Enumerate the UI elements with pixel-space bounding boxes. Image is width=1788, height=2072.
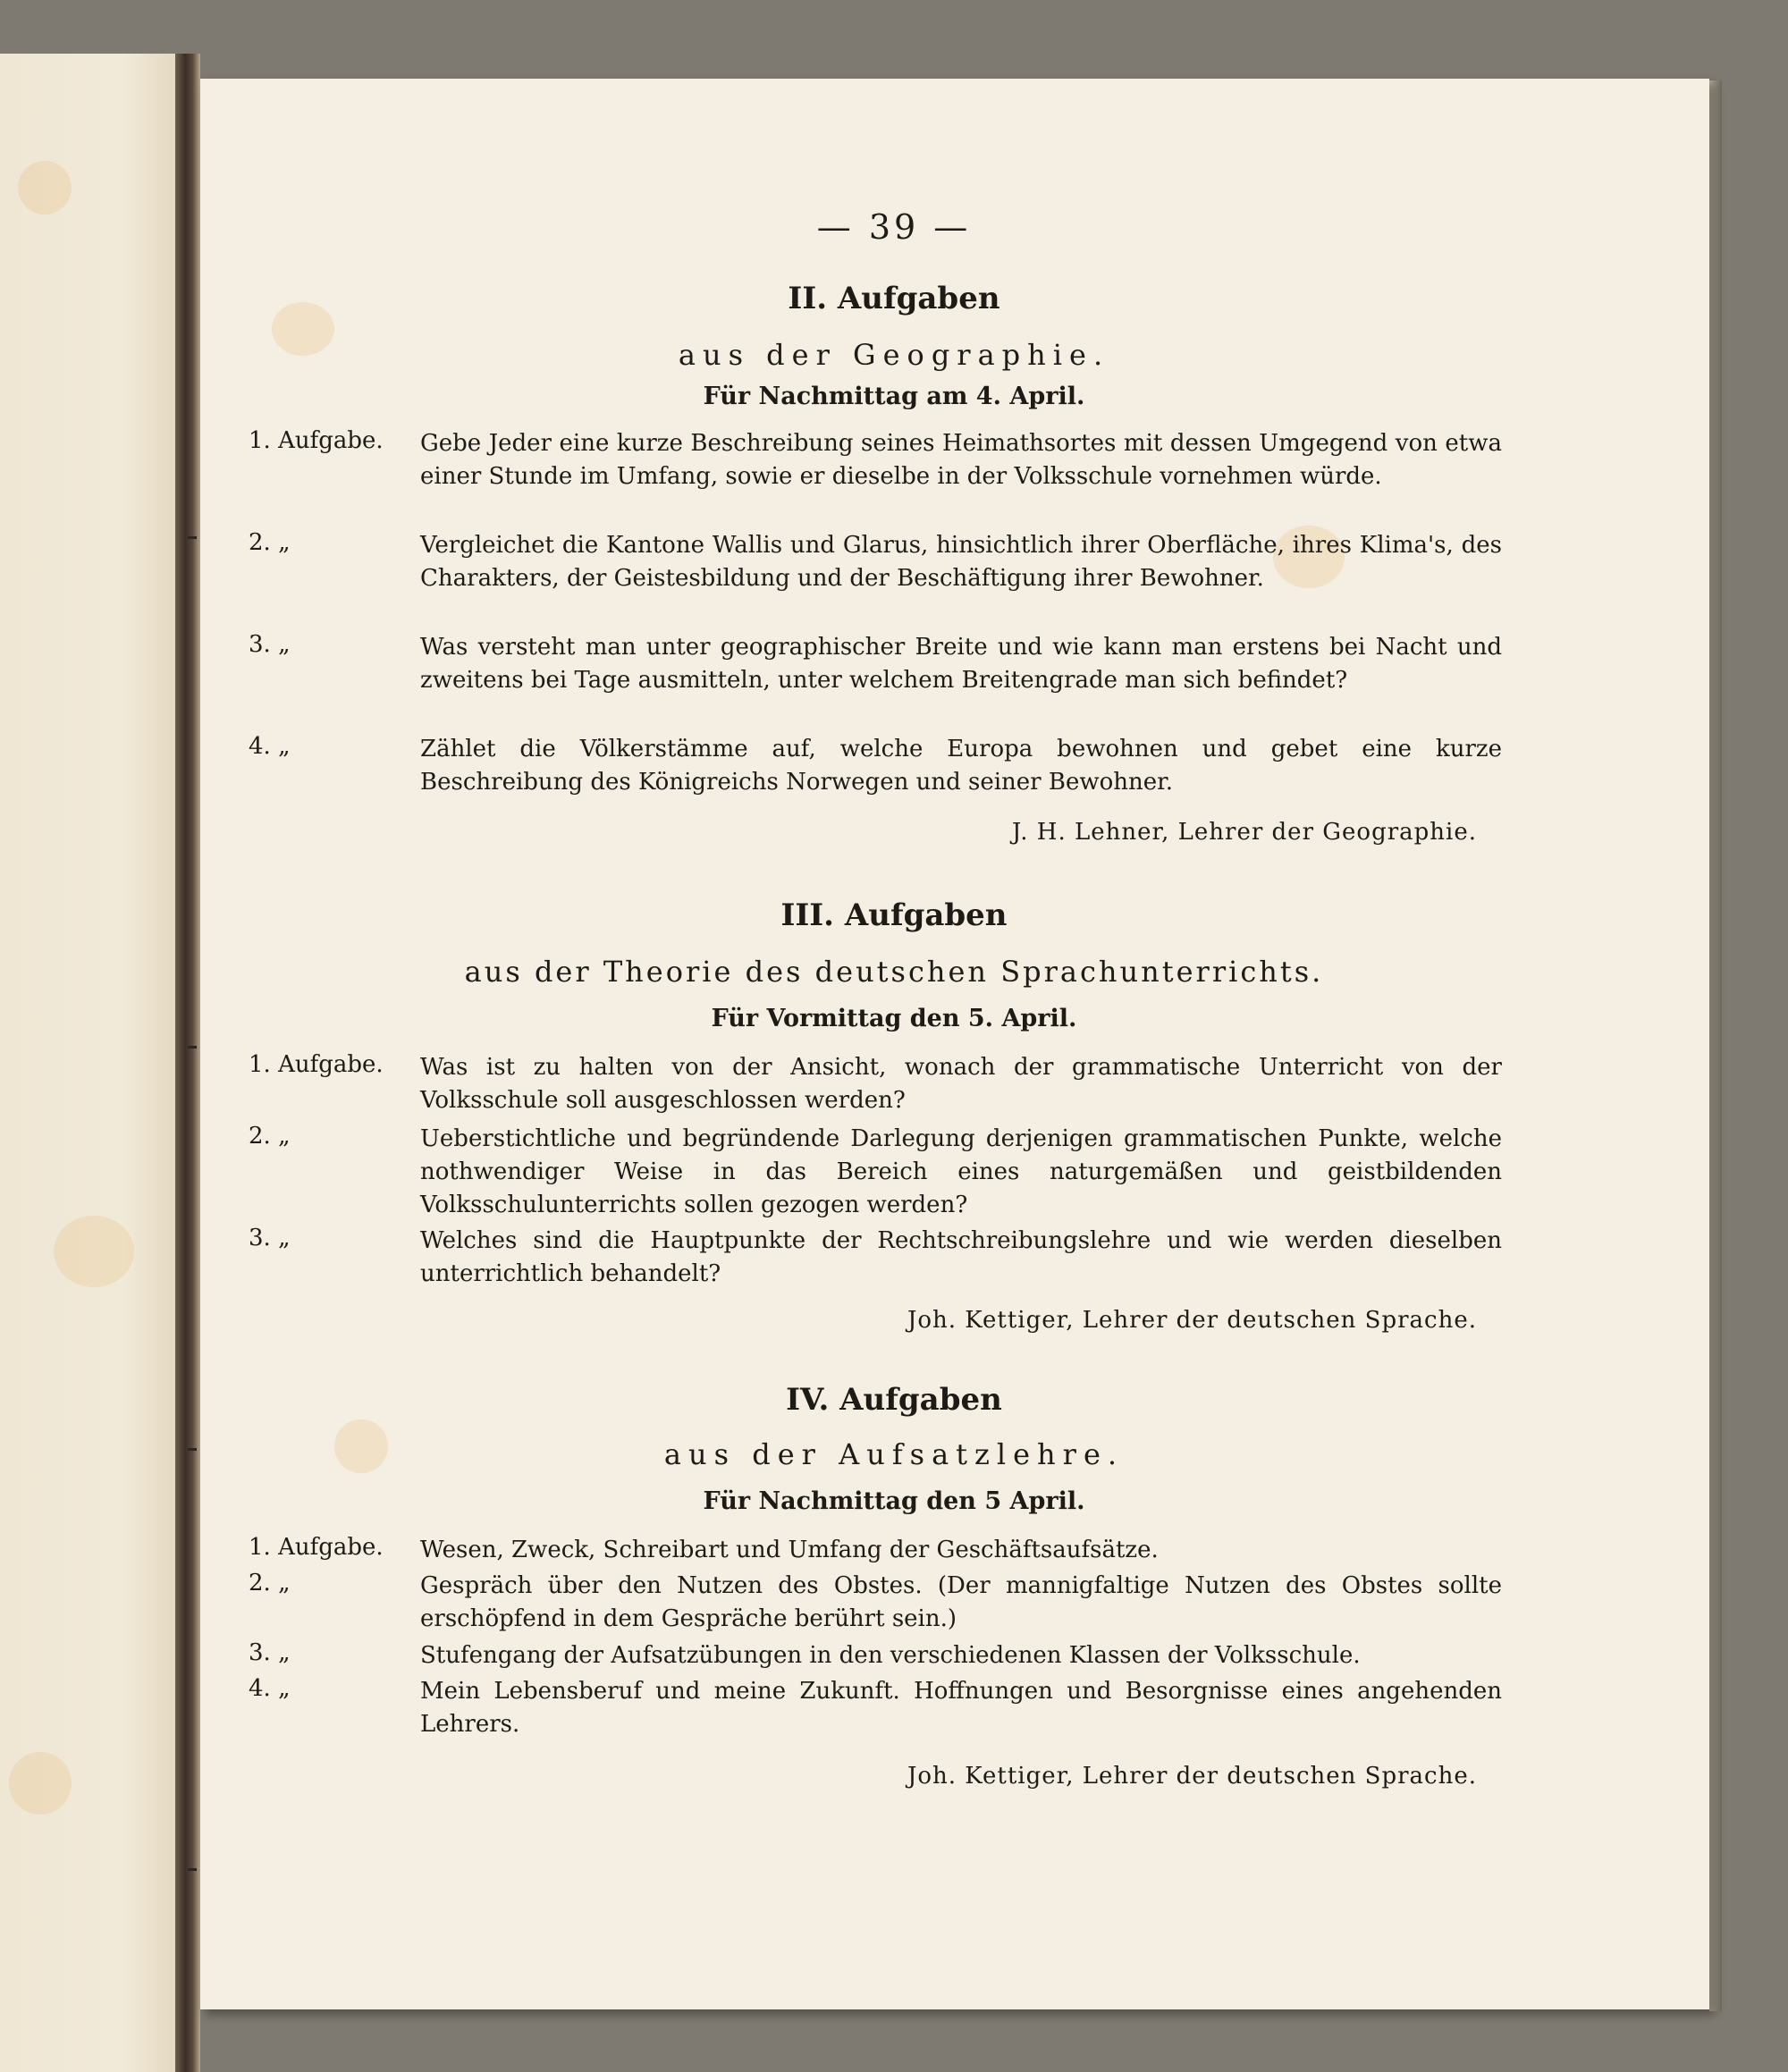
- section-date: Für Nachmittag den 5 April.: [703, 1487, 1085, 1515]
- section-title: II. Aufgaben: [788, 281, 1000, 316]
- task-label: 4. „: [249, 1675, 291, 1702]
- task-label: 3. „: [249, 631, 291, 658]
- task-text: Was versteht man unter geographischer Breite und wie kann man erstens bei Nacht und zweitens bei Tage ausmitteln, unter welchem Breitengrade man sich befindet?: [420, 634, 1502, 694]
- task-text: Ueberstichtliche und begründende Darlegung derjenigen grammatischen Punkte, welche nothwendiger Weise in das Bereich eines naturgemäßen und geistbildenden Volksschulunterrichts sollen gezogen werden?: [420, 1125, 1502, 1218]
- section-title: IV. Aufgaben: [786, 1382, 1002, 1418]
- signature: Joh. Kettiger, Lehrer der deutschen Sprache.: [907, 1763, 1477, 1790]
- task-text: Welches sind die Hauptpunkte der Rechtschreibungslehre und wie werden dieselben unterrichtlich behandelt?: [420, 1227, 1502, 1287]
- task-label: 1. Aufgabe.: [249, 427, 384, 454]
- task-text: Mein Lebensberuf und meine Zukunft. Hoffnungen und Besorgnisse eines angehenden Lehrers.: [420, 1678, 1502, 1738]
- section-title: III. Aufgaben: [780, 897, 1008, 933]
- page-number: — 39 —: [816, 207, 972, 247]
- section-subtitle: aus der Geographie.: [678, 338, 1110, 372]
- task-label: 3. „: [249, 1639, 291, 1666]
- task-label: 2. „: [249, 1123, 291, 1150]
- task-label: 4. „: [249, 733, 291, 760]
- signature: Joh. Kettiger, Lehrer der deutschen Sprache.: [907, 1307, 1477, 1334]
- task-label: 2. „: [249, 1570, 291, 1596]
- task-text: Was ist zu halten von der Ansicht, wonach der grammatische Unterricht von der Volksschule soll ausgeschlossen werden?: [420, 1054, 1502, 1114]
- task-text: Wesen, Zweck, Schreibart und Umfang der Geschäftsaufsätze.: [420, 1537, 1159, 1563]
- task-text: Stufengang der Aufsatzübungen in den verschiedenen Klassen der Volksschule.: [420, 1642, 1361, 1669]
- section-date: Für Nachmittag am 4. April.: [703, 383, 1085, 410]
- task-label: 3. „: [249, 1225, 291, 1251]
- task-text: Zählet die Völkerstämme auf, welche Europa bewohnen und gebet eine kurze Beschreibung des Königreichs Norwegen und seiner Bewohner.: [420, 736, 1502, 796]
- section-date: Für Vormittag den 5. April.: [711, 1005, 1077, 1032]
- task-text: Gebe Jeder eine kurze Beschreibung seines Heimathsortes mit dessen Umgegend von etwa einer Stunde im Umfang, sowie er dieselbe in der Volksschule vornehmen würde.: [420, 430, 1502, 490]
- task-label: 2. „: [249, 529, 291, 556]
- task-label: 1. Aufgabe.: [249, 1534, 384, 1561]
- task-text: Vergleichet die Kantone Wallis und Glarus, hinsichtlich ihrer Oberfläche, ihres Klima's, des Charakters, der Geistesbildung und der Beschäftigung ihrer Bewohner.: [420, 532, 1502, 592]
- task-label: 1. Aufgabe.: [249, 1051, 384, 1078]
- section-subtitle: aus der Theorie des deutschen Sprachunterrichts.: [464, 955, 1324, 989]
- task-text: Gespräch über den Nutzen des Obstes. (Der mannigfaltige Nutzen des Obstes sollte erschöpfend in dem Gespräche berührt sein.): [420, 1572, 1502, 1632]
- signature: J. H. Lehner, Lehrer der Geographie.: [1011, 819, 1477, 846]
- section-subtitle: aus der Aufsatzlehre.: [663, 1437, 1125, 1471]
